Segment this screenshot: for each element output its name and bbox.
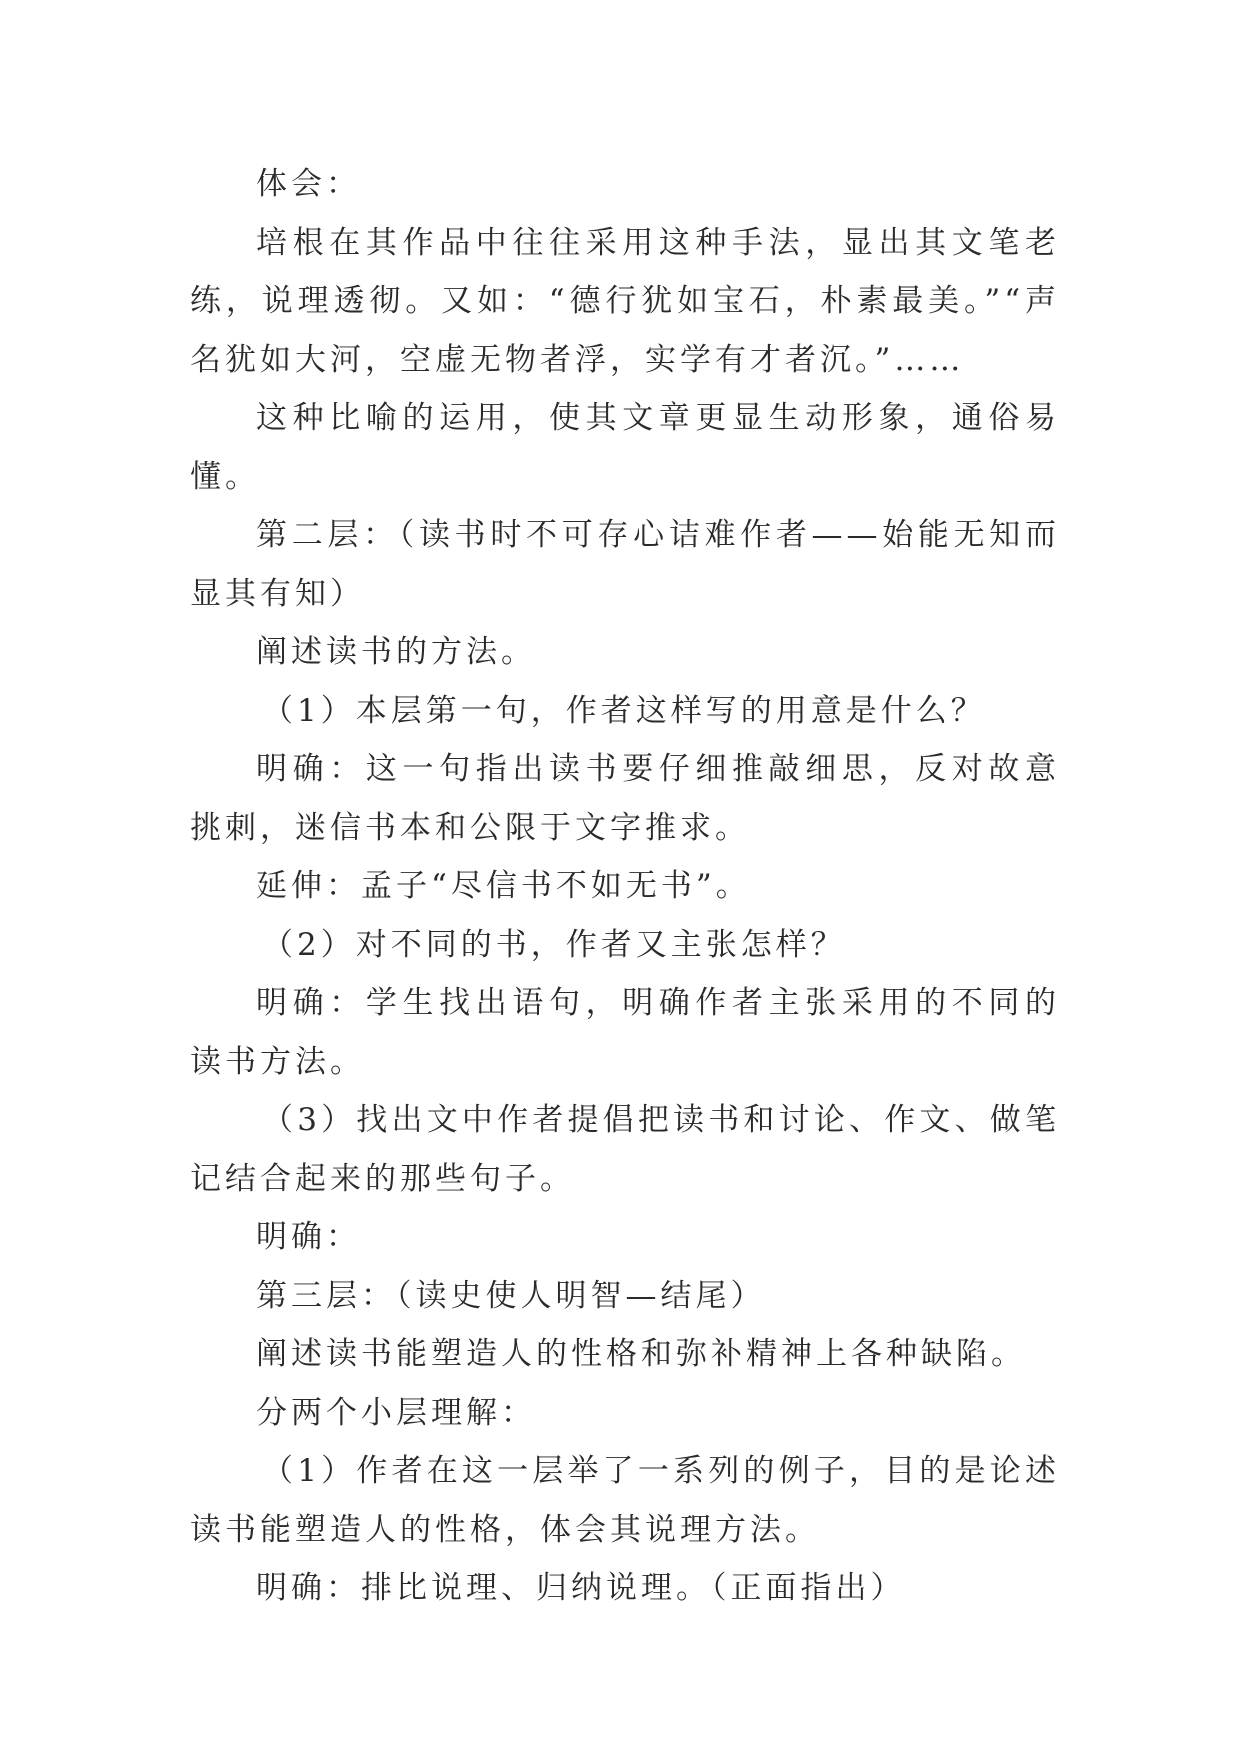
- paragraph-layer-two-heading: 第二层：（读书时不可存心诘难作者——始能无知而显其有知）: [190, 517, 1060, 612]
- paragraph-reading-method: 阐述读书的方法。: [256, 634, 536, 670]
- question-4: （1）作者在这一层举了一系列的例子，目的是论述读书能塑造人的性格，体会其说理方法。: [190, 1453, 1060, 1548]
- question-2: （2）对不同的书，作者又主张怎样？: [262, 926, 846, 963]
- question-1: （1）本层第一句，作者这样写的用意是什么？: [262, 692, 986, 729]
- paragraph-character-shaping: 阐述读书能塑造人的性格和弥补精神上各种缺陷。: [256, 1336, 1026, 1372]
- paragraph-two-sublayers: 分两个小层理解：: [256, 1394, 536, 1431]
- answer-4: 明确：排比说理、归纳说理。（正面指出）: [256, 1570, 906, 1606]
- answer-3: 明确：: [256, 1219, 361, 1255]
- paragraph-bacon-method: 培根在其作品中往往采用这种手法，显出其文笔老练，说理透彻。又如：“德行犹如宝石，朴素最美。”“声名犹如大河，空虚无物者浮，实学有才者沉。”……: [190, 224, 1060, 378]
- answer-1: 明确：这一句指出读书要仔细推敲细思，反对故意挑刺，迷信书本和公限于文字推求。: [190, 751, 1060, 846]
- question-3: （3）找出文中作者提倡把读书和讨论、作文、做笔记结合起来的那些句子。: [190, 1102, 1060, 1197]
- document-body: [190, 155, 1060, 1618]
- paragraph-tihui: 体会：: [256, 166, 361, 202]
- answer-2: 明确：学生找出语句，明确作者主张采用的不同的读书方法。: [190, 985, 1060, 1080]
- paragraph-metaphor-use: 这种比喻的运用，使其文章更显生动形象，通俗易懂。: [190, 400, 1060, 495]
- extension-mencius: 延伸：孟子“尽信书不如无书”。: [256, 868, 751, 904]
- paragraph-layer-three-heading: 第三层：（读史使人明智—结尾）: [256, 1277, 766, 1314]
